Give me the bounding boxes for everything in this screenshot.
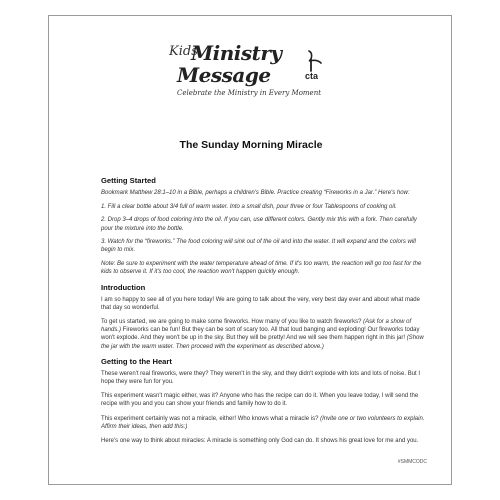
document-body: [101, 176, 429, 451]
heart-p4: Here's one way to think about miracles: A miracle is something only God can do. It shows his great love for me and you.: [101, 438, 419, 445]
intro-p2: [101, 318, 429, 351]
steps-list: [101, 203, 429, 254]
heart-p3-text: This experiment certainly was not a miracle, either! Who knows what a miracle is?: [101, 415, 321, 422]
logo-tagline: Celebrate the Ministry in Every Moment: [177, 89, 322, 97]
stage-direction: (Ask for a show of hands.): [101, 319, 412, 334]
logo-kids-text: Kids: [169, 44, 198, 59]
heading-getting-started: Getting Started: [101, 176, 156, 185]
step-item: 1. Fill a clear bottle about 3/4 full of warm water. Into a small dish, pour three or four Tablespoons of cooking oil.: [101, 204, 397, 211]
stage-direction: (Show the jar with the warm water. Then proceed with the experiment as described above.): [101, 335, 424, 350]
heart-p3: [101, 415, 429, 431]
document-page: [48, 15, 452, 485]
intro-p2-text: Fireworks can be fun! But they can be sort of scary too. All that loud banging and exploding! Our fireworks today won't explode. And they won't be up in the sky. But they will be pretty! And we will see them happen right in this jar!: [101, 327, 420, 342]
heading-getting-to-the-heart: Getting to the Heart: [101, 356, 172, 366]
intro-p2-text: To get us started, we are going to make some fireworks. How many of you like to watch fireworks?: [101, 319, 364, 326]
intro-paragraph: Bookmark Matthew 28:1–10 in a Bible, perhaps a children's Bible. Practice creating “Fireworks in a Jar.” Here's how:: [101, 190, 410, 196]
step-item: 3. Watch for the “fireworks.” The food coloring will sink out of the oil and into the water. It will expand and the colors will begin to mix.: [101, 238, 416, 254]
page-title: The Sunday Morning Miracle: [179, 139, 323, 151]
heart-p2: This experiment wasn't magic either, was it? Anyone who has the recipe can do it. When you leave today, I will send the recipe with you and you can show your friends and family how to do it.: [101, 393, 419, 408]
step-item: 2. Drop 3–4 drops of food coloring into the oil. If you can, use different colors. Gently mix this with a fork. Then carefully pour the mixture into the bottle.: [101, 217, 417, 232]
logo-brand-text: cta: [305, 71, 319, 81]
heading-introduction: Introduction: [101, 282, 146, 292]
note-paragraph: Note: Be sure to experiment with the water temperature ahead of time. If it's too warm, the reaction will go too fast for the kids to observe it. If it's too cool, the reaction won't happen quickly enough.: [101, 261, 422, 276]
logo-message-text: Message: [177, 63, 271, 87]
cta-cross-icon: [299, 49, 329, 85]
document-code: #SMMCODC: [397, 459, 427, 465]
kids-ministry-message-logo: [169, 43, 339, 123]
logo-ministry-text: Ministry: [191, 41, 282, 65]
stage-direction: (Invite one or two volunteers to explain. Affirm their ideas, then add this:): [101, 415, 425, 430]
intro-p1: I am so happy to see all of you here today! We are going to talk about the very, very best day ever and about what made that day so wonderful.: [101, 296, 420, 311]
heart-p1: These weren't real fireworks, were they? They weren't in the sky, and they didn't explode with lots and lots of noise. But I hope they were fun for you.: [101, 370, 421, 386]
